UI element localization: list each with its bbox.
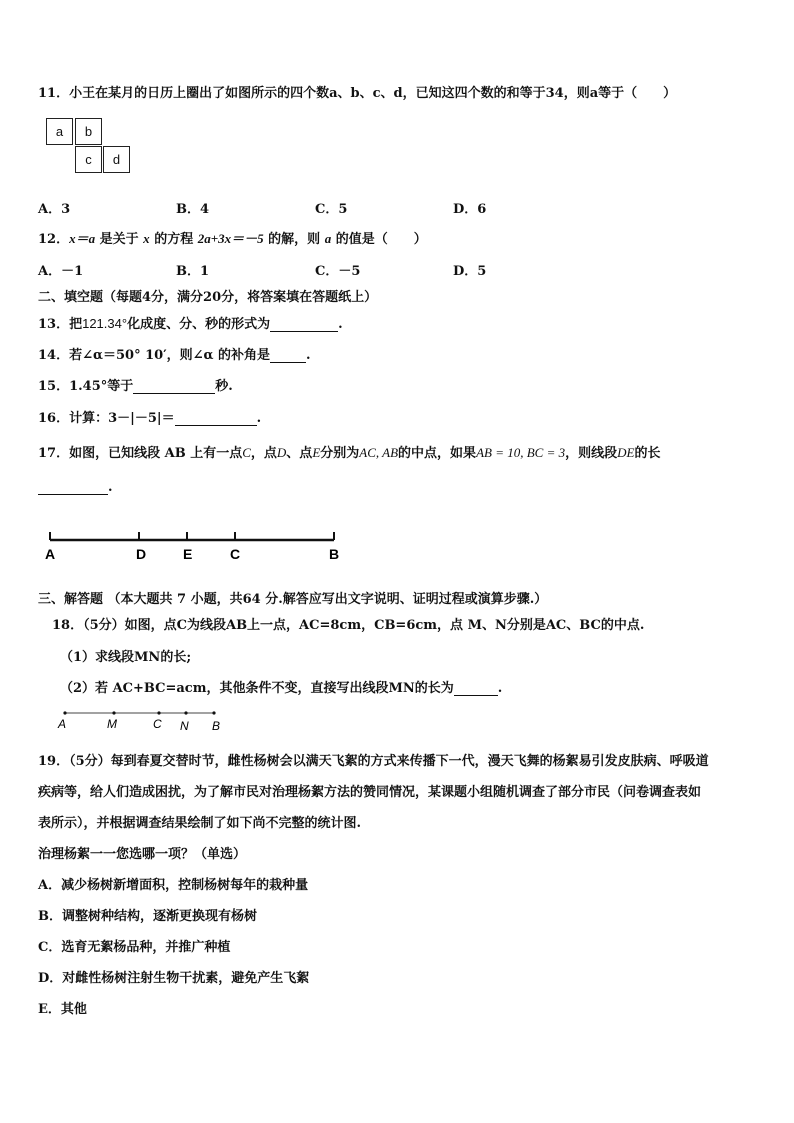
q17-segment-figure — [40, 525, 350, 565]
q12-text — [38, 228, 427, 247]
q17-given: AB = 10, BC = 3 — [476, 445, 566, 460]
q18-sub2-end: . — [497, 681, 503, 696]
q11-text: 11．小王在某月的日历上圈出了如图所示的四个数a、b、c、d，已知这四个数的和等于34，则a等于（ ） — [38, 86, 677, 101]
q17-part2: ，点 — [250, 446, 277, 461]
q12-var-x: x — [143, 231, 150, 246]
q19-option-b: B．调整树种结构，逐渐更换现有杨树 — [38, 909, 257, 924]
q14-text — [38, 344, 311, 363]
q17-label-c: C — [230, 546, 241, 562]
q12-text3: 的解，则 — [263, 232, 325, 247]
q17-label-a: A — [45, 546, 56, 562]
q14-pre: 14．若∠α＝50° 10′，则∠α 的补角是 — [38, 348, 271, 363]
section3-title: 三、解答题 （本大题共 7 小题，共64 分.解答应写出文字说明、证明过程或演算步骤.） — [38, 592, 548, 607]
q17-text — [38, 442, 660, 461]
q17-part3: 、点 — [286, 446, 313, 461]
q11-choice-d: D．6 — [453, 202, 487, 217]
q18-sub2 — [60, 677, 502, 696]
q11-choice-b: B．4 — [176, 202, 210, 217]
section2-title: 二、填空题（每题4分，满分20分，将答案填在答题纸上） — [38, 290, 378, 305]
q17-answer-line — [38, 480, 113, 495]
q18-point-b — [212, 711, 215, 714]
q15-pre: 15．1.45°等于 — [38, 379, 134, 394]
q12-choice-a: A．－1 — [38, 264, 84, 279]
q17-blank — [38, 480, 108, 495]
q17-part4: 分别为 — [320, 446, 360, 461]
q17-label-b: B — [329, 546, 340, 562]
q12-choice-c: C．－5 — [315, 264, 361, 279]
q13-text — [38, 313, 343, 332]
q12-var-a: a — [324, 231, 332, 246]
q17-label-e: E — [183, 546, 193, 562]
q17-de: DE — [617, 445, 635, 460]
cell-c: c — [75, 146, 102, 173]
q18-text: 18．（5分）如图，点C为线段AB上一点，AC=8cm，CB=6cm，点 M、N分别是AC、BC的中点. — [52, 618, 645, 633]
q12-equation: 2a+3x＝－5 — [197, 231, 264, 246]
q19-line2: 疾病等，给人们造成困扰，为了解市民对治理杨絮方法的赞同情况，某课题小组随机调查了部分市民（问卷调查表如 — [38, 785, 702, 800]
q19-option-c: C．选育无絮杨品种，并推广种植 — [38, 940, 231, 955]
q18-point-m — [112, 711, 115, 714]
q18-point-c — [157, 711, 160, 714]
cell-d: d — [103, 146, 130, 173]
q12-choice-b: B．1 — [176, 264, 210, 279]
q19-line3: 表所示），并根据调查结果绘制了如下尚不完整的统计图. — [38, 816, 362, 831]
q17-label-d: D — [136, 546, 147, 562]
q15-blank — [133, 379, 215, 394]
q17-mid: AC, AB — [359, 445, 399, 460]
q16-text — [38, 407, 261, 426]
q18-label-a: A — [58, 717, 67, 731]
q12-choice-d: D．5 — [453, 264, 487, 279]
q18-label-c: C — [153, 717, 162, 731]
q18-sub2-text: （2）若 AC+BC=acm，其他条件不变，直接写出线段MN的长为 — [60, 681, 454, 696]
q18-label-m: M — [107, 717, 117, 731]
q13-pre: 13．把 — [38, 317, 83, 332]
cell-a: a — [46, 118, 73, 145]
q19-question: 治理杨絮一一您选哪一项？（单选） — [38, 847, 247, 862]
q17-part5: 的中点，如果 — [398, 446, 477, 461]
q17-d: D — [276, 445, 287, 460]
q16-pre: 16．计算：3－|－5|＝ — [38, 411, 175, 426]
q12-text4: 的值是（ ） — [331, 232, 427, 247]
q19-line1: 19．（5分）每到春夏交替时节，雌性杨树会以满天飞絮的方式来传播下一代，漫天飞舞的杨絮易引发皮肤病、呼吸道 — [38, 754, 709, 769]
q19-option-a: A．减少杨树新增面积，控制杨树每年的栽种量 — [38, 878, 309, 893]
q13-blank — [270, 317, 338, 332]
q18-label-b: B — [212, 719, 221, 733]
q18-segment-figure — [56, 705, 236, 733]
q15-post: 秒. — [215, 379, 233, 394]
q17-e: E — [312, 445, 321, 460]
q15-text — [38, 375, 233, 394]
q19-option-e: E．其他 — [38, 1002, 87, 1017]
cell-b: b — [75, 118, 102, 145]
q16-end: . — [256, 411, 262, 426]
q18-point-a — [63, 711, 66, 714]
q12-num: 12． — [38, 232, 70, 247]
q12-expr: x＝a — [69, 231, 96, 246]
q18-label-n: N — [180, 719, 189, 733]
q17-part1: 17．如图，已知线段 AB 上有一点 — [38, 446, 243, 461]
q17-part6: ，则线段 — [565, 446, 618, 461]
q16-blank — [175, 411, 257, 426]
q13-value: 121.34° — [82, 316, 128, 331]
q11-choice-a: A．3 — [38, 202, 71, 217]
q19-option-d: D．对雌性杨树注射生物干扰素，避免产生飞絮 — [38, 971, 310, 986]
q18-blank — [454, 681, 498, 696]
q18-point-n — [184, 711, 187, 714]
q18-sub1: （1）求线段MN的长; — [60, 650, 192, 665]
q14-end: . — [306, 348, 311, 363]
q13-end: . — [338, 317, 343, 332]
q17-end: . — [108, 480, 113, 495]
q12-text1: 是关于 — [95, 232, 144, 247]
q11-choice-c: C．5 — [315, 202, 348, 217]
q17-part7: 的长 — [634, 446, 661, 461]
q14-blank — [270, 348, 306, 363]
q13-post: 化成度、分、秒的形式为 — [127, 317, 271, 332]
q12-text2: 的方程 — [149, 232, 198, 247]
q17-c: C — [242, 445, 251, 460]
